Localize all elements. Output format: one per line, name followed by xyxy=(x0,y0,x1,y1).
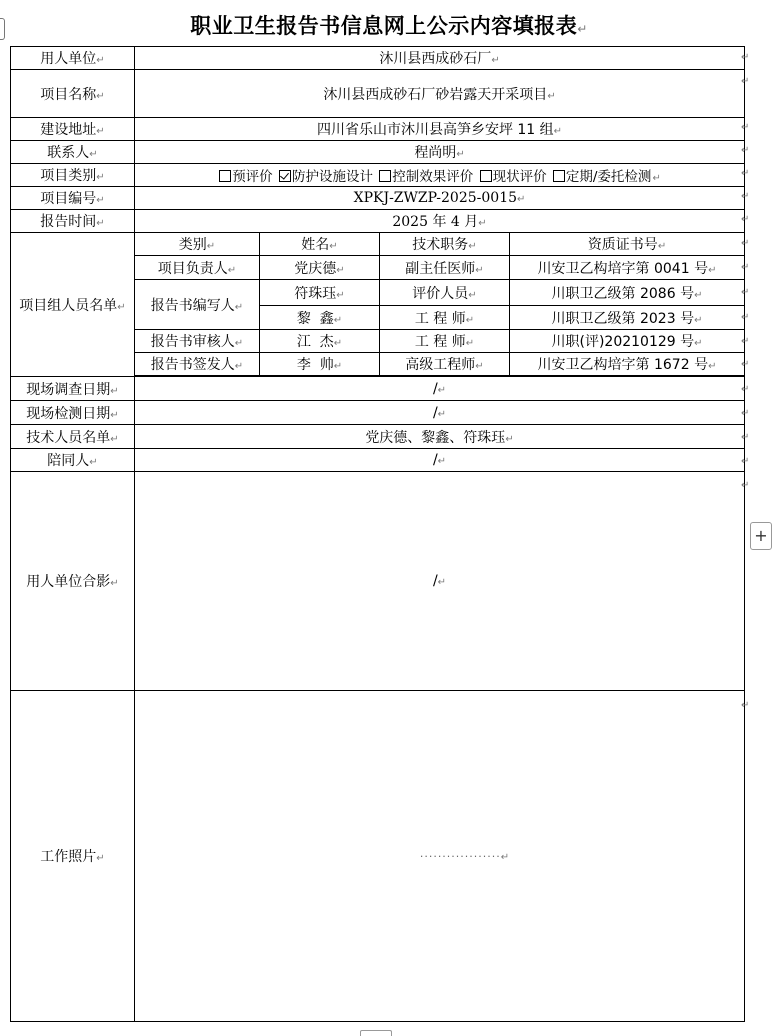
paragraph-mark-icon: ↵ xyxy=(110,409,119,421)
row-end-mark-icon: ↵ xyxy=(741,76,750,87)
employer-label: 用人单位↵ xyxy=(11,47,135,70)
paragraph-mark-icon: ↵ xyxy=(336,289,345,301)
page-tab-handle[interactable] xyxy=(360,1030,392,1036)
group-photo-label: 用人单位合影↵ xyxy=(11,472,135,691)
form-table xyxy=(10,46,745,1022)
person-name[interactable]: 黎 鑫↵ xyxy=(260,306,380,330)
paragraph-mark-icon: ↵ xyxy=(110,385,119,397)
row-end-mark-icon: ↵ xyxy=(741,287,750,298)
paragraph-mark-icon: ↵ xyxy=(547,90,556,102)
paragraph-mark-icon: ↵ xyxy=(110,578,119,589)
row-work-photos xyxy=(11,691,745,1022)
row-escort xyxy=(11,449,745,472)
team-header-name: 姓名↵ xyxy=(260,233,380,256)
person-title[interactable]: 工 程 师↵ xyxy=(380,306,510,330)
role-leader: 项目负责人↵ xyxy=(135,256,260,280)
person-name[interactable]: 李 帅↵ xyxy=(260,353,380,376)
survey-date-label: 现场调查日期↵ xyxy=(11,377,135,401)
person-cert[interactable]: 川安卫乙构培字第 1672 号↵ xyxy=(510,353,745,376)
row-end-mark-icon: ↵ xyxy=(741,480,750,491)
placeholder-dots: ·················· xyxy=(419,850,501,863)
team-label: 项目组人员名单↵ xyxy=(11,233,135,377)
checkbox-icon[interactable] xyxy=(553,170,565,182)
row-end-mark-icon: ↵ xyxy=(741,432,750,443)
paragraph-mark-icon: ↵ xyxy=(517,194,526,205)
row-end-mark-icon: ↵ xyxy=(741,168,750,179)
work-photos-label: 工作照片↵ xyxy=(11,691,135,1022)
paragraph-mark-icon: ↵ xyxy=(234,301,244,313)
paragraph-mark-icon: ↵ xyxy=(96,172,105,183)
row-end-mark-icon: ↵ xyxy=(741,456,750,467)
paragraph-mark-icon: ↵ xyxy=(468,241,477,252)
report-time-label: 报告时间↵ xyxy=(11,210,135,233)
contact-label: 联系人↵ xyxy=(11,141,135,164)
test-date-value[interactable]: /↵ xyxy=(135,401,745,425)
row-end-mark-icon: ↵ xyxy=(741,384,750,395)
technicians-value[interactable]: 党庆德、黎鑫、符珠珏↵ xyxy=(135,425,745,449)
row-end-mark-icon: ↵ xyxy=(741,191,750,202)
paragraph-mark-icon: ↵ xyxy=(96,195,105,206)
paragraph-mark-icon: ↵ xyxy=(468,289,477,301)
row-technicians xyxy=(11,425,745,449)
person-name[interactable]: 符珠珏↵ xyxy=(260,280,380,306)
paragraph-mark-icon: ↵ xyxy=(652,173,661,184)
row-end-mark-icon: ↵ xyxy=(741,262,750,273)
team-header-cert: 资质证书号↵ xyxy=(510,233,745,256)
escort-value[interactable]: /↵ xyxy=(135,449,745,472)
role-writer: 报告书编写人↵ xyxy=(135,280,260,330)
technicians-label: 技术人员名单↵ xyxy=(11,425,135,449)
paragraph-mark-icon: ↵ xyxy=(478,218,487,229)
paragraph-mark-icon: ↵ xyxy=(456,149,465,160)
paragraph-mark-icon: ↵ xyxy=(577,22,588,36)
paragraph-mark-icon: ↵ xyxy=(437,408,447,420)
row-group-photo xyxy=(11,472,745,691)
option-periodic-testing[interactable]: 定期/委托检测 xyxy=(553,169,652,185)
paragraph-mark-icon: ↵ xyxy=(96,853,105,864)
person-cert[interactable]: 川安卫乙构培字第 0041 号↵ xyxy=(510,256,745,280)
option-status-evaluation[interactable]: 现状评价 xyxy=(480,169,547,185)
row-end-mark-icon: ↵ xyxy=(741,336,750,347)
row-end-mark-icon: ↵ xyxy=(741,145,750,156)
project-no-value[interactable]: XPKJ-ZWZP-2025-0015↵ xyxy=(135,187,745,210)
paragraph-mark-icon: ↵ xyxy=(206,241,216,252)
paragraph-mark-icon: ↵ xyxy=(694,338,703,349)
person-title[interactable]: 评价人员↵ xyxy=(380,280,510,306)
row-project-type xyxy=(11,164,745,187)
survey-date-value[interactable]: /↵ xyxy=(135,377,745,401)
person-cert[interactable]: 川职卫乙级第 2086 号↵ xyxy=(510,280,745,306)
paragraph-mark-icon: ↵ xyxy=(437,456,447,467)
paragraph-mark-icon: ↵ xyxy=(475,264,484,276)
paragraph-mark-icon: ↵ xyxy=(234,361,244,372)
paragraph-mark-icon: ↵ xyxy=(234,338,244,349)
person-title[interactable]: 工 程 师↵ xyxy=(380,330,510,353)
expand-button[interactable] xyxy=(750,522,772,550)
paragraph-mark-icon: ↵ xyxy=(437,384,447,396)
project-type-label: 项目类别↵ xyxy=(11,164,135,187)
paragraph-mark-icon: ↵ xyxy=(465,314,475,326)
person-cert[interactable]: 川职卫乙级第 2023 号↵ xyxy=(510,306,745,330)
row-report-time xyxy=(11,210,745,233)
plus-icon[interactable]: + xyxy=(754,526,768,545)
paragraph-mark-icon: ↵ xyxy=(89,149,98,160)
row-end-mark-icon: ↵ xyxy=(741,122,750,133)
team-header-row xyxy=(11,233,745,256)
paragraph-mark-icon: ↵ xyxy=(333,338,343,349)
paragraph-mark-icon: ↵ xyxy=(89,457,98,468)
row-project-name xyxy=(11,70,745,118)
paragraph-mark-icon: ↵ xyxy=(708,264,717,276)
address-label: 建设地址↵ xyxy=(11,118,135,141)
paragraph-mark-icon: ↵ xyxy=(553,126,563,137)
row-employer xyxy=(11,47,745,70)
role-reviewer: 报告书审核人↵ xyxy=(135,330,260,353)
paragraph-mark-icon: ↵ xyxy=(333,314,343,326)
team-header-title: 技术职务↵ xyxy=(380,233,510,256)
paragraph-mark-icon: ↵ xyxy=(329,241,338,252)
work-photos-area[interactable] xyxy=(135,691,745,1022)
paragraph-mark-icon: ↵ xyxy=(96,218,105,229)
paragraph-mark-icon: ↵ xyxy=(491,55,500,66)
project-name-value[interactable]: 沐川县西成砂石厂砂岩露天开采项目↵ xyxy=(135,70,745,118)
row-end-mark-icon: ↵ xyxy=(741,214,750,225)
person-title[interactable]: 高级工程师↵ xyxy=(380,353,510,376)
row-end-mark-icon: ↵ xyxy=(741,359,750,370)
project-no-label: 项目编号↵ xyxy=(11,187,135,210)
address-value[interactable]: 四川省乐山市沐川县高笋乡安坪 11 组↵ xyxy=(135,118,745,141)
row-end-mark-icon: ↵ xyxy=(741,700,750,711)
project-type-options xyxy=(135,164,745,187)
project-name-label: 项目名称↵ xyxy=(11,70,135,118)
person-title[interactable]: 副主任医师↵ xyxy=(380,256,510,280)
option-protection-design[interactable]: 防护设施设计 xyxy=(279,169,373,185)
escort-label: 陪同人↵ xyxy=(11,449,135,472)
paragraph-mark-icon: ↵ xyxy=(110,433,119,445)
paragraph-mark-icon: ↵ xyxy=(117,301,126,313)
checkbox-icon[interactable] xyxy=(219,170,231,182)
row-address xyxy=(11,118,745,141)
paragraph-mark-icon: ↵ xyxy=(227,264,237,276)
checkbox-icon[interactable] xyxy=(480,170,492,182)
row-end-mark-icon: ↵ xyxy=(741,312,750,323)
paragraph-mark-icon: ↵ xyxy=(475,361,484,372)
option-pre-evaluation[interactable]: 预评价 xyxy=(219,169,273,185)
row-end-mark-icon: ↵ xyxy=(741,408,750,419)
paragraph-mark-icon: ↵ xyxy=(505,433,514,445)
person-cert[interactable]: 川职(评)20210129 号↵ xyxy=(510,330,745,353)
paragraph-mark-icon: ↵ xyxy=(465,338,475,349)
title-text: 职业卫生报告书信息网上公示内容填报表 xyxy=(190,14,578,38)
paragraph-mark-icon: ↵ xyxy=(96,126,105,137)
paragraph-mark-icon: ↵ xyxy=(333,361,343,372)
checkbox-icon[interactable] xyxy=(379,170,391,182)
paragraph-mark-icon: ↵ xyxy=(694,314,703,326)
person-name[interactable]: 党庆德↵ xyxy=(260,256,380,280)
paragraph-mark-icon: ↵ xyxy=(96,55,105,66)
row-test-date xyxy=(11,401,745,425)
paragraph-mark-icon: ↵ xyxy=(96,90,105,102)
group-photo-area[interactable]: /↵ xyxy=(135,472,745,691)
row-end-mark-icon: ↵ xyxy=(741,52,750,63)
paragraph-mark-icon: ↵ xyxy=(500,852,510,863)
row-end-mark-icon: ↵ xyxy=(741,238,750,249)
paragraph-mark-icon: ↵ xyxy=(708,361,717,372)
person-name[interactable]: 江 杰↵ xyxy=(260,330,380,353)
paragraph-mark-icon: ↵ xyxy=(694,289,703,301)
report-time-value[interactable]: 2025 年 4 月↵ xyxy=(135,210,745,233)
team-header-category: 类别↵ xyxy=(135,233,260,256)
row-survey-date xyxy=(11,377,745,401)
page-title xyxy=(0,10,778,40)
option-control-effect[interactable]: 控制效果评价 xyxy=(379,169,473,185)
role-signer: 报告书签发人↵ xyxy=(135,353,260,376)
test-date-label: 现场检测日期↵ xyxy=(11,401,135,425)
contact-value[interactable]: 程尚明↵ xyxy=(135,141,745,164)
paragraph-mark-icon: ↵ xyxy=(657,241,667,252)
paragraph-mark-icon: ↵ xyxy=(437,577,447,588)
row-project-no xyxy=(11,187,745,210)
paragraph-mark-icon: ↵ xyxy=(336,264,345,276)
employer-value[interactable]: 沐川县西成砂石厂↵ xyxy=(135,47,745,70)
checkbox-checked-icon[interactable] xyxy=(279,170,291,182)
row-contact xyxy=(11,141,745,164)
